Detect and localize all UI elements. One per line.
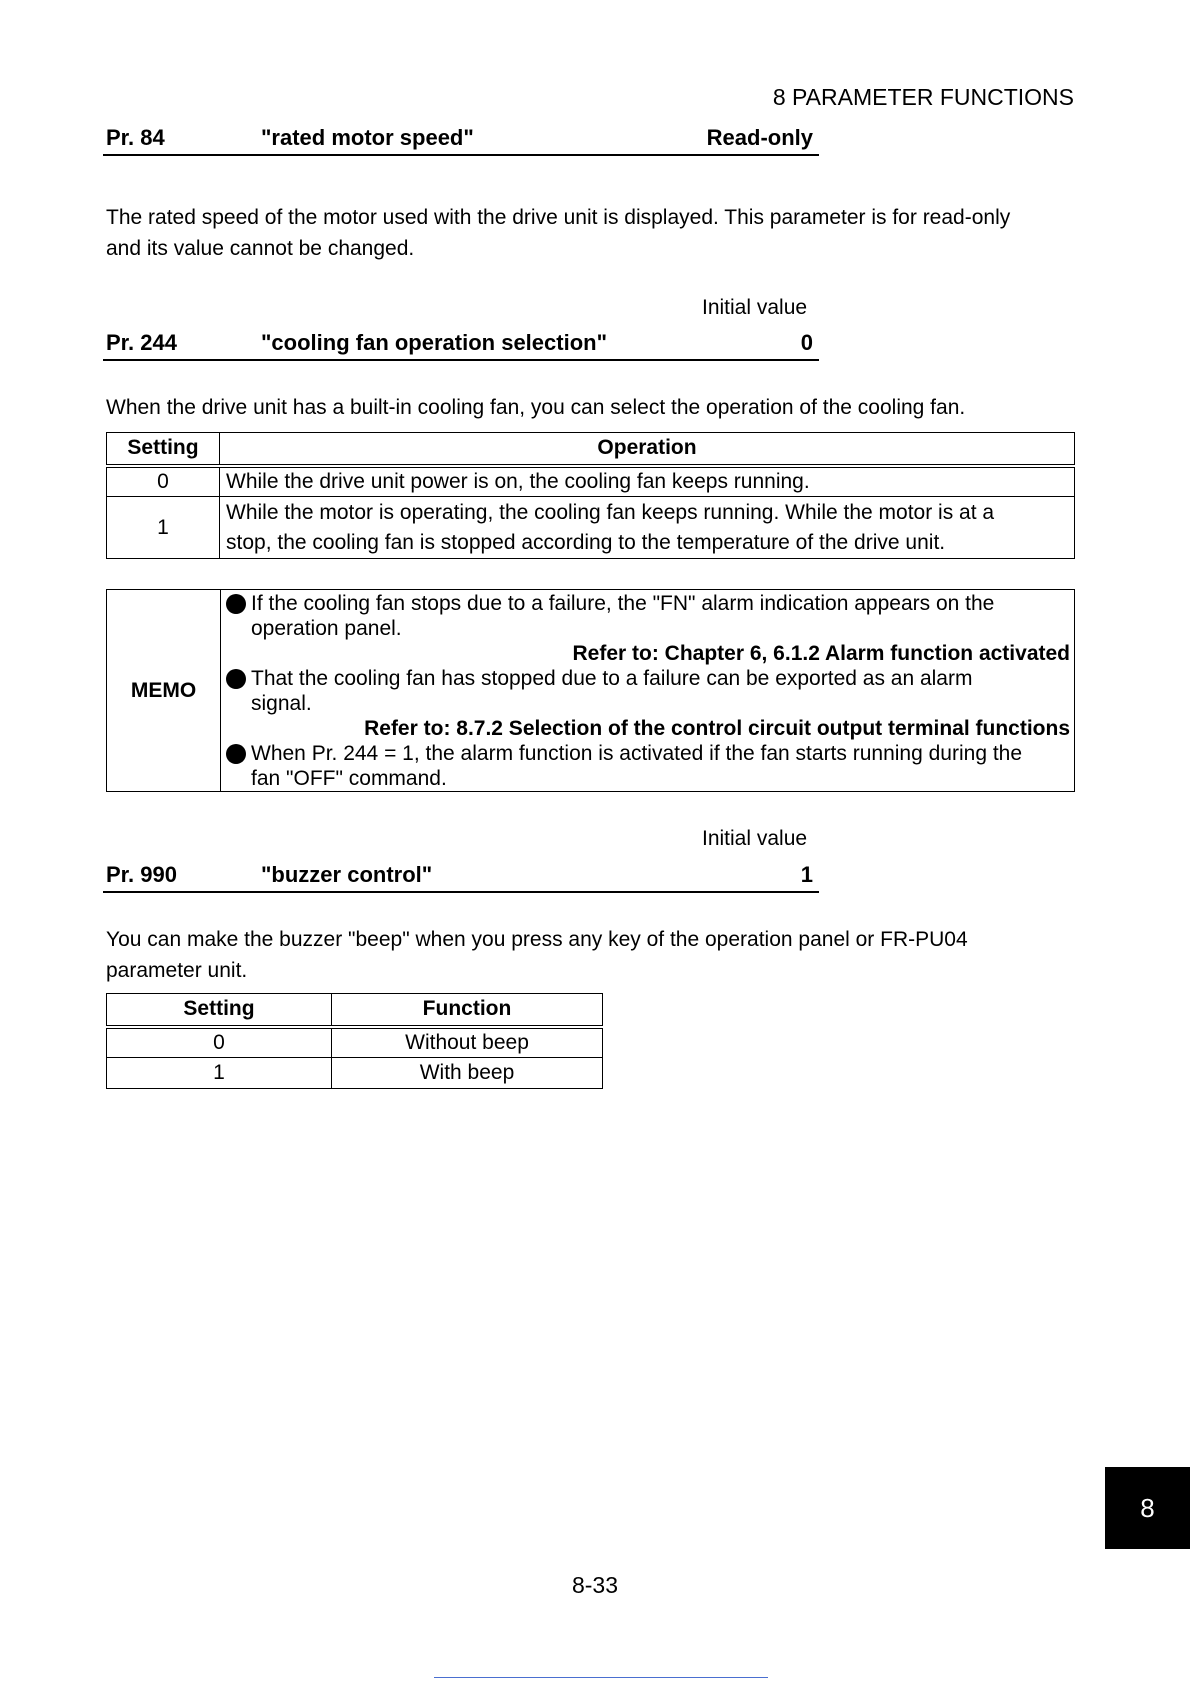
pr84-name: "rated motor speed" [261,125,474,150]
chapter-tab: 8 [1105,1467,1190,1549]
bullet-icon [226,594,246,614]
pr84-heading [103,120,819,156]
pr244-description: When the drive unit has a built-in cooling fan, you can select the operation of the cooling fan. [106,396,966,419]
table-row [107,497,1075,559]
pr244-row1-operation [220,497,1075,559]
memo-item-1-line1: If the cooling fan stops due to a failure, the "FN" alarm indication appears on the [251,592,995,615]
memo-box [106,589,1075,792]
pr244-name: "cooling fan operation selection" [261,330,608,355]
memo-item-2-line2: signal. [251,692,312,715]
pr990-row0-function: Without beep [332,1027,603,1058]
pr244-number: Pr. 244 [106,330,177,355]
pr244-value: 0 [800,330,813,355]
memo-item-2-refer: Refer to: 8.7.2 Selection of the control circuit output terminal functions [364,717,1070,740]
bullet-icon [226,669,246,689]
page-number: 8-33 [571,1572,619,1598]
pr244-row0-operation: While the drive unit power is on, the cooling fan keeps running. [220,466,1075,497]
memo-item-1 [224,591,1070,641]
pr990-number: Pr. 990 [106,862,177,887]
table-row [107,1027,603,1058]
memo-item-1-refer: Refer to: Chapter 6, 6.1.2 Alarm function activated [572,642,1070,665]
memo-item-3 [224,741,1070,791]
memo-content [220,590,1074,791]
memo-item-2 [224,666,1070,716]
pr990-row0-setting: 0 [107,1027,332,1058]
pr244-row1-setting: 1 [107,497,220,559]
pr244-row1-operation-line1: While the motor is operating, the cooling fan keeps running. While the motor is at a [226,500,995,524]
pr244-col-setting: Setting [107,433,220,466]
memo-item-3-line1: When Pr. 244 = 1, the alarm function is activated if the fan starts running during the [251,742,1023,765]
pr244-settings-table [106,432,1075,559]
pr244-row1-operation-line2: stop, the cooling fan is stopped according to the temperature of the drive unit. [226,530,946,554]
pr84-description-line1: The rated speed of the motor used with the drive unit is displayed. This parameter is for read-only [106,206,1011,229]
section-header: 8 PARAMETER FUNCTIONS [772,84,1074,110]
pr84-description-line2: and its value cannot be changed. [106,237,415,260]
pr990-col-function: Function [332,994,603,1027]
memo-item-1-line2: operation panel. [251,617,402,640]
pr244-heading [103,325,819,361]
memo-item-3-line2: fan "OFF" command. [251,767,447,790]
pr990-row1-function: With beep [332,1058,603,1089]
bullet-icon [226,744,246,764]
pr990-settings-table [106,993,603,1089]
pr84-number: Pr. 84 [106,125,165,150]
pr990-description [106,924,1066,986]
memo-label: MEMO [107,590,221,791]
pr990-initial-label: Initial value [702,827,808,850]
pr990-heading [103,857,819,893]
table-row [107,466,1075,497]
pr990-row1-setting: 1 [107,1058,332,1089]
pr990-value: 1 [800,862,813,887]
pr244-row0-setting: 0 [107,466,220,497]
table-row [107,1058,603,1089]
pr990-description-line2: parameter unit. [106,959,248,982]
pr244-col-operation: Operation [220,433,1075,466]
pr84-description [106,202,1066,264]
pr990-description-line1: You can make the buzzer "beep" when you press any key of the operation panel or FR-PU04 [106,928,968,951]
pr84-value: Read-only [706,125,813,150]
pr244-initial-label: Initial value [702,296,808,319]
pr990-name: "buzzer control" [261,862,433,887]
pr990-col-setting: Setting [107,994,332,1027]
bottom-divider [434,1677,768,1678]
memo-item-2-line1: That the cooling fan has stopped due to a failure can be exported as an alarm [251,667,973,690]
